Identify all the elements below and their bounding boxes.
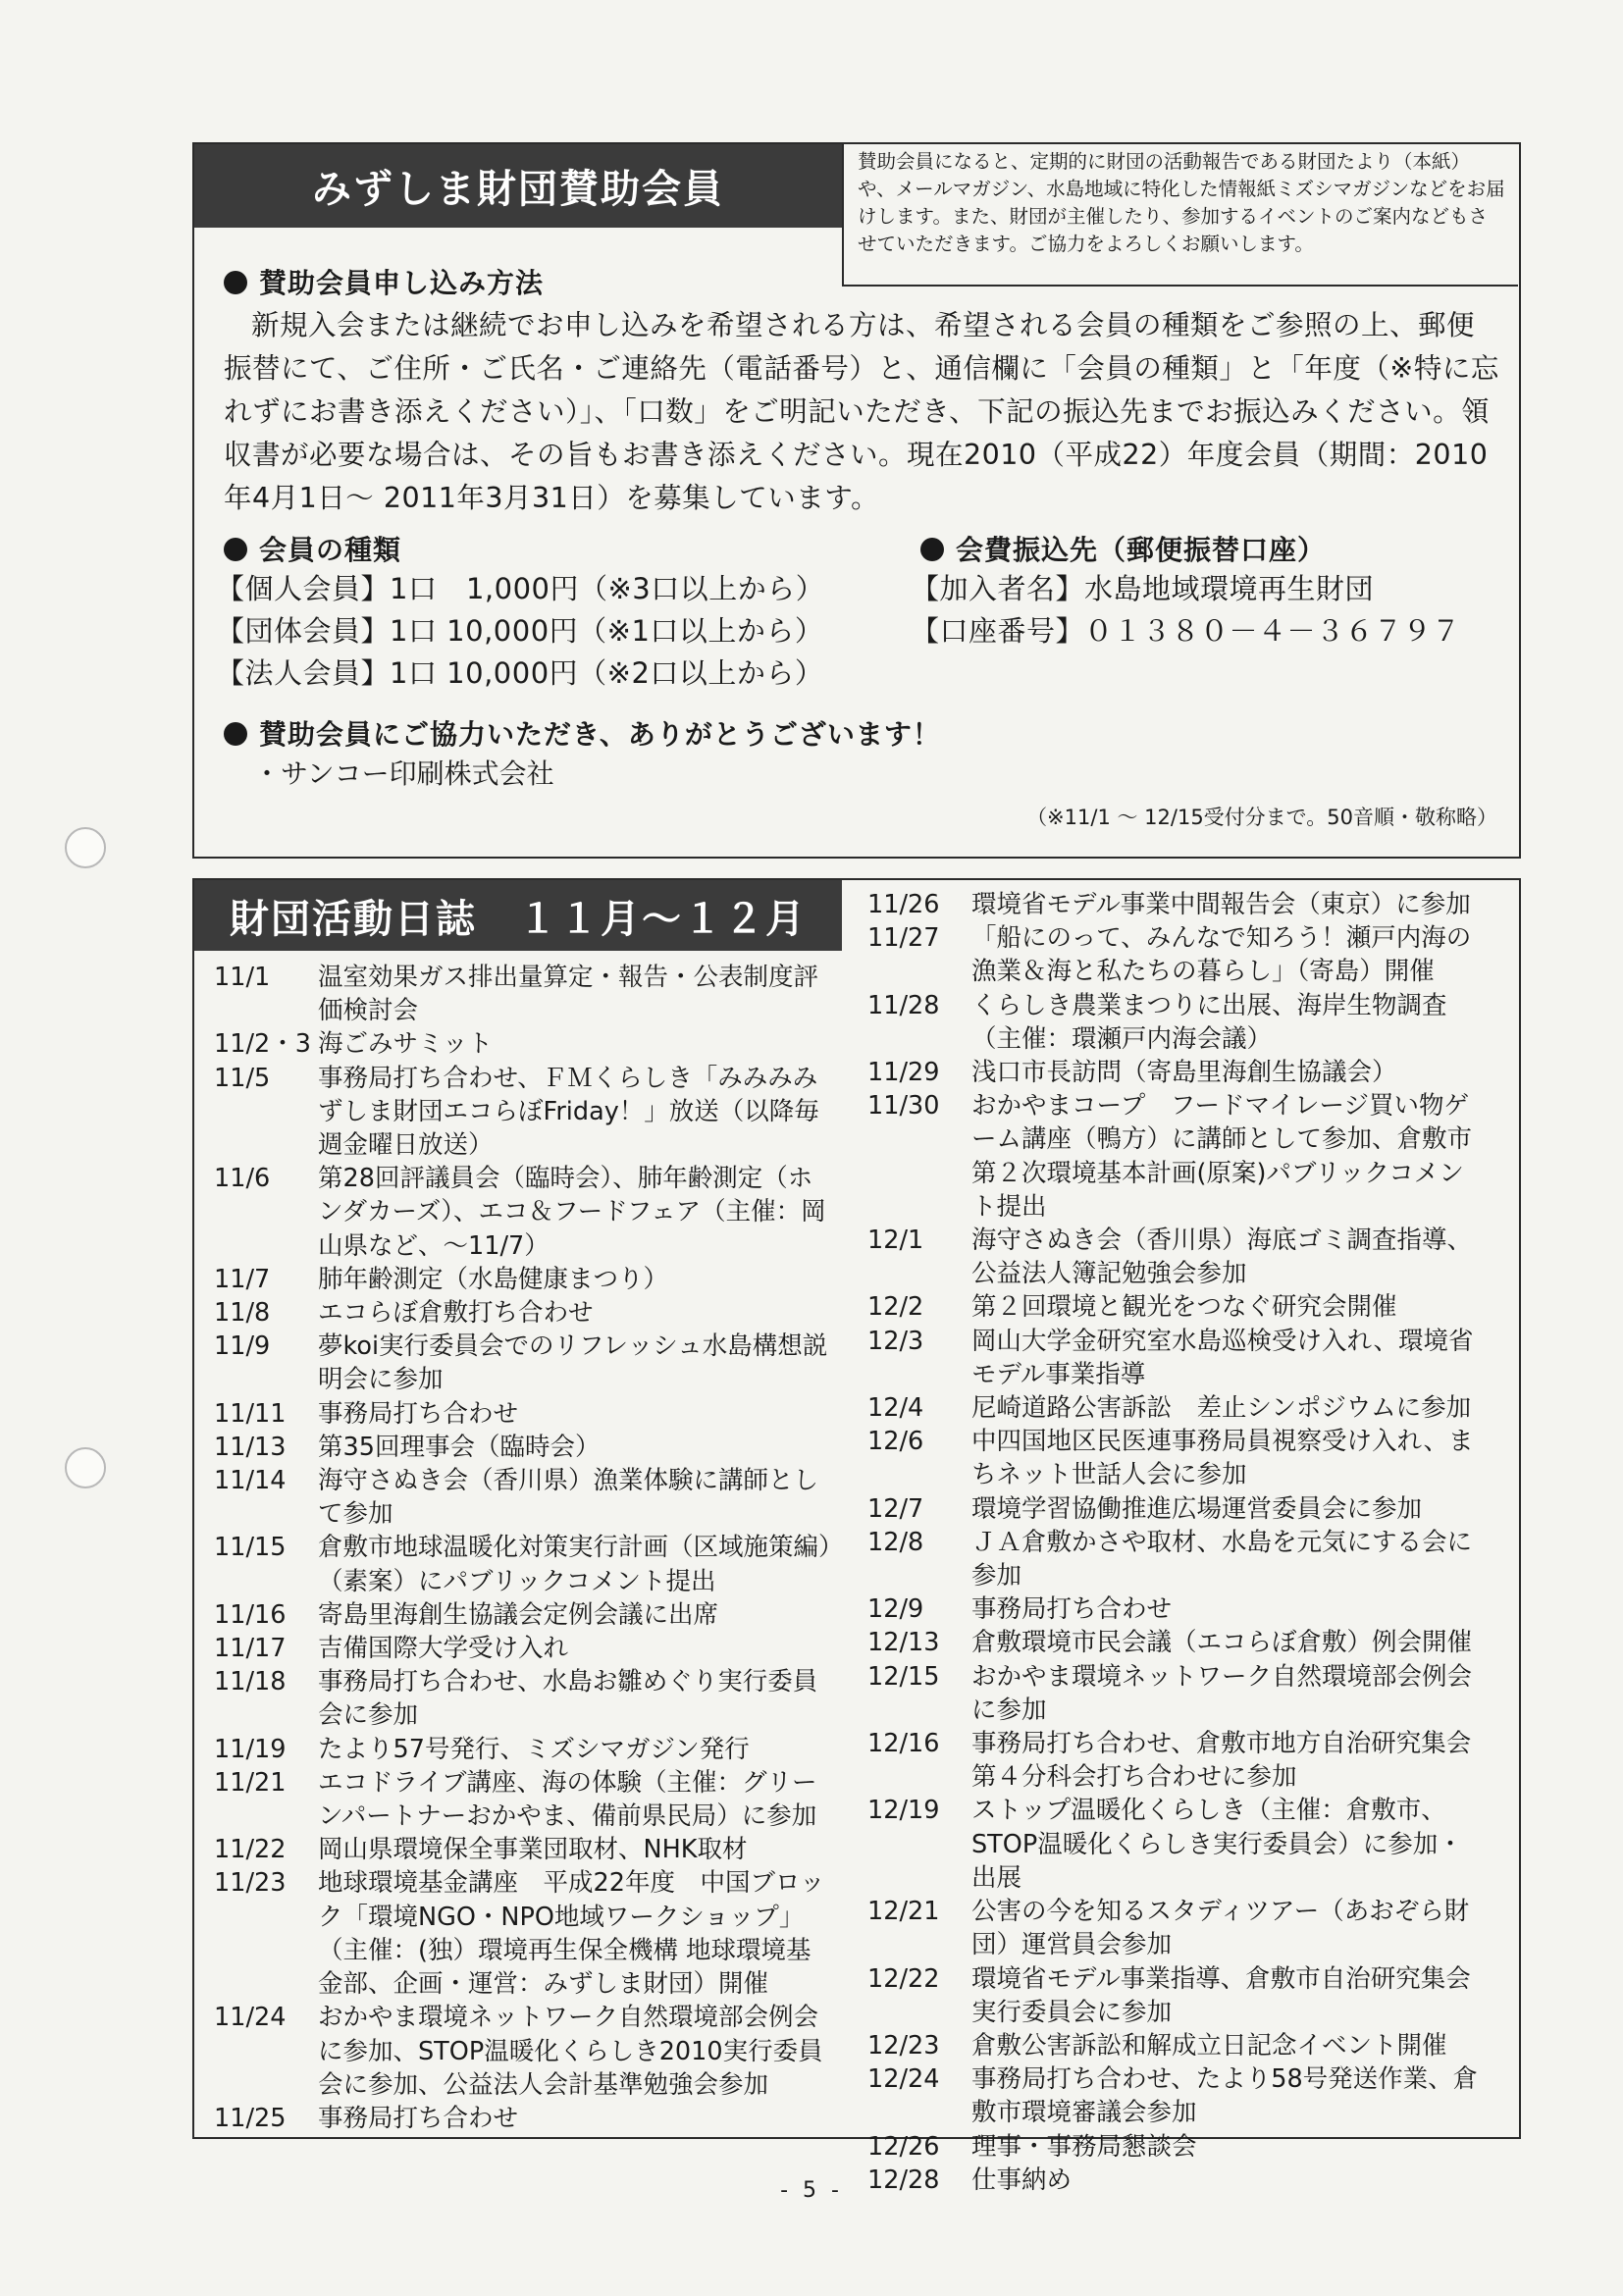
log-text: 海守さぬき会（香川県）海底ゴミ調査指導、公益法人簿記勉強会参加 [971,1226,1473,1289]
binder-hole-bottom [65,1447,106,1488]
log-text: 第35回理事会（臨時会） [318,1432,601,1462]
log-date: 11/7 [214,1264,271,1294]
log-text: 海守さぬき会（香川県）漁業体験に講師として参加 [318,1466,819,1530]
activity-log-right [867,888,1486,2197]
log-entry [214,1027,834,1061]
bullet-icon [224,271,247,294]
log-date: 11/16 [214,1599,287,1630]
log-date: 11/8 [214,1298,271,1329]
bullet-icon [224,538,247,561]
sponsor-section [192,142,1521,859]
log-date: 11/21 [214,1767,287,1798]
type-group: 【団体会員】1口 10,000円（※1口以上から） [216,614,824,648]
log-date: 11/5 [214,1063,271,1093]
log-entry [867,1391,1486,1425]
transfer-name: 【加入者名】水島地域環境再生財団 [911,572,1375,605]
log-date: 12/2 [867,1292,924,1323]
log-date: 12/9 [867,1594,924,1625]
log-entry [867,921,1486,988]
transfer-heading: 会費振込先（郵便振替口座） [920,529,1326,568]
log-entry [214,1632,834,1665]
log-date: 12/15 [867,1661,940,1692]
log-text: 海ごみサミット [318,1029,493,1060]
log-date: 11/26 [867,890,940,919]
log-text: 吉備国際大学受け入れ [318,1634,569,1664]
log-entry [867,2062,1486,2129]
log-text: 事務局打ち合わせ、倉敷市地方自治研究集会第４分科会打ち合わせに参加 [971,1729,1472,1793]
log-date: 12/19 [867,1796,940,1826]
log-text: 倉敷環境市民会議（エコらぼ倉敷）例会開催 [971,1628,1473,1658]
log-date: 11/28 [867,990,940,1020]
log-entry [214,1665,834,1732]
log-text: 第28回評議員会（臨時会）、肺年齢測定（ホンダカーズ）、エコ＆フードフェア（主催：岡山県など、～11/7） [318,1164,826,1261]
log-entry [214,961,834,1027]
log-date: 11/25 [214,2103,287,2133]
log-date: 12/13 [867,1628,940,1658]
log-date: 11/17 [214,1634,287,1664]
log-text: 倉敷市地球温暖化対策実行計画（区域施策編）（素案）にパブリックコメント提出 [318,1533,831,1596]
sponsor-title: みずしま財団賛助会員 [194,144,842,228]
log-date: 12/7 [867,1493,924,1524]
sponsor-footnote: （※11/1 ～ 12/15受付分まで。50音順・敬称略） [1026,806,1497,829]
log-entry [214,1397,834,1431]
type-individual: 【個人会員】1口 1,000円（※3口以上から） [216,572,825,605]
log-entry [867,2029,1486,2062]
activity-log-left [214,961,834,2135]
log-text: 事務局打ち合わせ [318,2103,519,2133]
log-text: 理事・事務局懇談会 [971,2131,1197,2162]
log-text: 公害の今を知るスタディツアー（あおぞら財団）運営員会参加 [971,1897,1470,1960]
log-text: ストップ温暖化くらしき（主催：倉敷市、STOP温暖化くらしき実行委員会）に参加・出展 [971,1796,1463,1893]
log-date: 11/15 [214,1533,287,1563]
log-text: くらしき農業まつりに出展、海岸生物調査（主催：環瀬戸内海会議） [971,990,1447,1054]
log-entry [867,888,1486,921]
apply-text: 新規入会または継続でお申し込みを希望される方は、希望される会員の種類をご参照の上、郵便振替にて、ご住所・ご氏名・ご連絡先（電話番号）と、通信欄に「会員の種類」と「年度（※特に忘れずにお書き添えください）」、「口数」をご明記いただき、下記の振込先までお振込みください。領収書が必要な場合は、その旨もお書き添えください。現在2010（平成22）年度会員（期間：2010年4月1日～ 2011年3月31日）を募集しています。 [224,309,1499,514]
log-date: 11/11 [214,1398,287,1429]
log-date: 11/22 [214,1835,287,1865]
log-date: 12/6 [867,1427,924,1457]
activity-title: 財団活動日誌 １１月～１２月 [194,880,842,951]
log-entry [867,1592,1486,1626]
log-date: 12/26 [867,2131,940,2162]
log-entry [214,1330,834,1396]
log-text: 環境省モデル事業中間報告会（東京）に参加 [971,890,1471,919]
transfer-account: 【口座番号】０１３８０－４－３６７９７ [911,614,1461,648]
transfer-list [911,568,1461,652]
log-entry [214,1733,834,1766]
log-text: 事務局打ち合わせ [971,1594,1173,1625]
types-list [216,568,824,695]
log-entry [214,1263,834,1296]
log-entry [214,1062,834,1163]
log-entry [867,1526,1486,1592]
log-text: 尼崎道路公害訴訟 差止シンポジウムに参加 [971,1393,1472,1424]
log-text: 事務局打ち合わせ [318,1398,519,1429]
log-date: 11/19 [214,1734,287,1764]
log-text: 浅口市長訪問（寄島里海創生協議会） [971,1058,1397,1088]
binder-hole-top [65,827,106,868]
apply-heading: 賛助会員申し込み方法 [224,262,544,301]
log-text: 中四国地区民医連事務局員視察受け入れ、まちネット世話人会に参加 [971,1427,1474,1490]
log-text: エコらぼ倉敷打ち合わせ [318,1298,594,1329]
log-entry [214,1598,834,1632]
log-entry [867,1794,1486,1895]
log-date: 11/13 [214,1432,287,1462]
log-date: 11/27 [867,923,940,954]
log-text: おかやま環境ネットワーク自然環境部会例会に参加、STOP温暖化くらしき2010実行委員会に参加、公益法人会計基準勉強会参加 [318,2003,823,2100]
log-date: 12/23 [867,2030,940,2061]
log-text: 事務局打ち合わせ、水島お雛めぐり実行委員会に参加 [318,1667,818,1731]
type-corporate: 【法人会員】1口 10,000円（※2口以上から） [216,656,824,690]
log-text: 事務局打ち合わせ、ＦＭくらしき「みみみみずしま財団エコらぼFriday！」放送（以降毎週金曜日放送） [318,1063,819,1161]
log-text: 「船にのって、みんなで知ろう！瀬戸内海の漁業＆海と私たちの暮らし」（寄島）開催 [971,923,1472,987]
log-text: たより57号発行、ミズシマガジン発行 [318,1734,750,1764]
log-text: 夢koi実行委員会でのリフレッシュ水島構想説明会に参加 [318,1331,828,1395]
log-entry [214,1531,834,1597]
log-date: 11/29 [867,1058,940,1088]
log-entry [214,2001,834,2102]
bullet-icon [224,722,247,746]
log-text: おかやまコープ フードマイレージ買い物ゲーム講座（鴨方）に講師として参加、倉敷市第２次環境基本計画(原案)パブリックコメント提出 [971,1091,1473,1222]
log-entry [867,1325,1486,1391]
activity-section [192,878,1521,2195]
log-date: 11/18 [214,1667,287,1697]
log-date: 11/23 [214,1868,287,1899]
log-entry [867,1895,1486,1961]
log-entry [867,1660,1486,1727]
log-date: 11/9 [214,1331,271,1362]
log-entry [867,2130,1486,2164]
log-date: 12/22 [867,1963,940,1994]
log-entry [867,1492,1486,1526]
log-date: 12/24 [867,2064,940,2095]
log-text: 仕事納め [971,2165,1073,2195]
sponsor-note: 賛助会員になると、定期的に財団の活動報告である財団たより（本紙）や、メールマガジン、水島地域に特化した情報紙ミズシマガジンなどをお届けします。また、財団が主催したり、参加するイベントのご案内などもさせていただきます。ご協力をよろしくお願いします。 [842,144,1518,287]
log-date: 11/6 [214,1164,271,1194]
log-entry [214,1833,834,1866]
log-text: 環境学習協働推進広場運営委員会に参加 [971,1493,1423,1524]
bullet-icon [920,538,944,561]
log-entry [867,1727,1486,1794]
log-entry [214,1766,834,1833]
log-text: 岡山大学金研究室水島巡検受け入れ、環境省モデル事業指導 [971,1326,1474,1389]
log-text: 岡山県環境保全事業団取材、NHK取材 [318,1835,748,1865]
log-entry [867,1962,1486,2029]
log-entry [867,989,1486,1056]
log-text: 温室効果ガス排出量算定・報告・公表制度評価検討会 [318,963,819,1026]
log-date: 11/24 [214,2003,287,2033]
log-entry [867,1224,1486,1290]
log-entry [214,1296,834,1330]
log-entry [214,1866,834,2001]
log-entry [214,2102,834,2135]
log-date: 12/3 [867,1326,924,1356]
log-text: 事務局打ち合わせ、たより58号発送作業、倉敷市環境審議会参加 [971,2064,1479,2128]
thanks-heading: 賛助会員にご協力いただき、ありがとうございます！ [224,713,941,753]
log-date: 12/8 [867,1527,924,1557]
log-entry [867,1089,1486,1224]
log-text: 環境省モデル事業指導、倉敷市自治研究集会実行委員会に参加 [971,1963,1471,2027]
log-text: エコドライブ講座、海の体験（主催：グリーンパートナーおかやま、備前県民局）に参加 [318,1767,817,1832]
log-entry [867,1425,1486,1491]
log-entry [867,1056,1486,1089]
log-text: おかやま環境ネットワーク自然環境部会例会に参加 [971,1661,1473,1725]
log-date: 12/16 [867,1729,940,1759]
log-text: ＪＡ倉敷かさや取材、水島を元気にする会に参加 [971,1527,1473,1592]
log-entry [214,1464,834,1531]
log-date: 11/14 [214,1466,287,1496]
log-date: 11/1 [214,963,271,992]
log-text: 肺年齢測定（水島健康まつり） [318,1264,669,1294]
log-date: 11/30 [867,1091,940,1122]
page-number: - 5 - [780,2178,843,2203]
log-text: 寄島里海創生協議会定例会議に出席 [318,1599,719,1630]
log-date: 12/28 [867,2165,940,2195]
types-heading: 会員の種類 [224,529,401,568]
log-entry [214,1162,834,1263]
log-entry [867,1290,1486,1324]
log-date: 12/4 [867,1393,924,1424]
log-date: 12/21 [867,1897,940,1927]
log-text: 倉敷公害訴訟和解成立日記念イベント開催 [971,2030,1447,2061]
log-entry [214,1431,834,1464]
log-text: 第２回環境と観光をつなぐ研究会開催 [971,1292,1397,1323]
log-date: 11/2・3 [214,1029,311,1060]
log-entry [867,1626,1486,1659]
log-text: 地球環境基金講座 平成22年度 中国ブロック「環境NGO・NPO地域ワークショップ」（主催：(独）環境再生保全機構 地球環境基金部、企画・運営：みずしま財団）開催 [318,1868,825,2000]
thanks-sponsor: ・サンコー印刷株式会社 [253,757,554,790]
log-date: 12/1 [867,1226,924,1256]
